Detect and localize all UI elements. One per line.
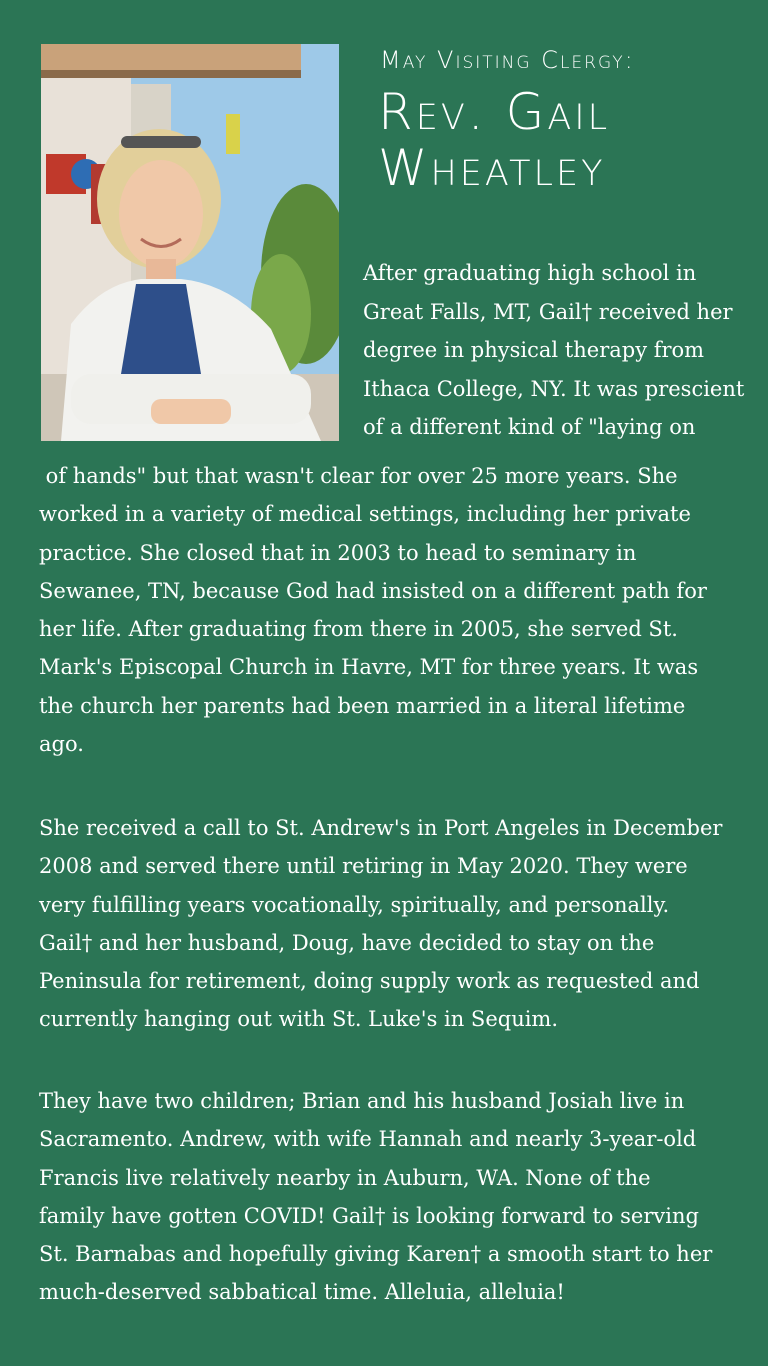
text-line: Mark's Episcopal Church in Havre, MT for three years. It was (39, 655, 699, 680)
text-line: of a different kind of "laying on (363, 415, 696, 439)
text-line: Gail† and her husband, Doug, have decided to stay on the (39, 930, 655, 955)
text-line: worked in a variety of medical settings, including her private (39, 502, 691, 527)
text-line: much-deserved sabbatical time. Alleluia, alleluia! (39, 1280, 565, 1305)
clergy-name (378, 84, 758, 196)
text-line: Francis live relatively nearby in Auburn, WA. None of the (39, 1165, 651, 1190)
text-line: very fulfilling years vocationally, spiritually, and personally. (39, 892, 670, 917)
port-angeles-paragraph (39, 809, 749, 1039)
text-line: currently hanging out with St. Luke's in Sequim. (39, 1007, 559, 1032)
text-line: of hands" but that wasn't clear for over 25 more years. She (39, 464, 678, 488)
portrait-photo-icon (41, 44, 339, 441)
text-line: Ithaca College, NY. It was prescient (363, 376, 745, 401)
text-line: Peninsula for retirement, doing supply work as requested and (39, 969, 700, 994)
text-line: the church her parents had been married in a literal lifetime (39, 693, 686, 718)
text-line: degree in physical therapy from (363, 338, 705, 362)
career-paragraph (39, 457, 749, 763)
text-line: She received a call to St. Andrew's in Port Angeles in December (39, 816, 723, 840)
text-line: Great Falls, MT, Gail† received her (363, 299, 733, 324)
kicker-title: May Visiting Clergy: (380, 46, 635, 74)
text-line: They have two children; Brian and his husband Josiah live in (39, 1089, 685, 1113)
text-line: After graduating high school in (363, 261, 697, 285)
text-line: Sewanee, TN, because God had insisted on a different path for (39, 578, 707, 603)
portrait-photo (41, 44, 339, 441)
text-line: 2008 and served there until retiring in May 2020. They were (39, 854, 688, 879)
clergy-name-line1: Rev. Gail (378, 83, 611, 141)
text-line: ago. (39, 732, 84, 757)
clergy-name-line2: Wheatley (378, 139, 606, 197)
text-line: family have gotten COVID! Gail† is looking forward to serving (39, 1203, 699, 1228)
family-paragraph (39, 1082, 749, 1312)
text-line: practice. She closed that in 2003 to head to seminary in (39, 540, 637, 565)
text-line: her life. After graduating from there in 2005, she served St. (39, 617, 678, 642)
intro-paragraph (363, 254, 758, 447)
text-line: St. Barnabas and hopefully giving Karen† a smooth start to her (39, 1242, 713, 1267)
text-line: Sacramento. Andrew, with wife Hannah and nearly 3-year-old (39, 1127, 697, 1152)
